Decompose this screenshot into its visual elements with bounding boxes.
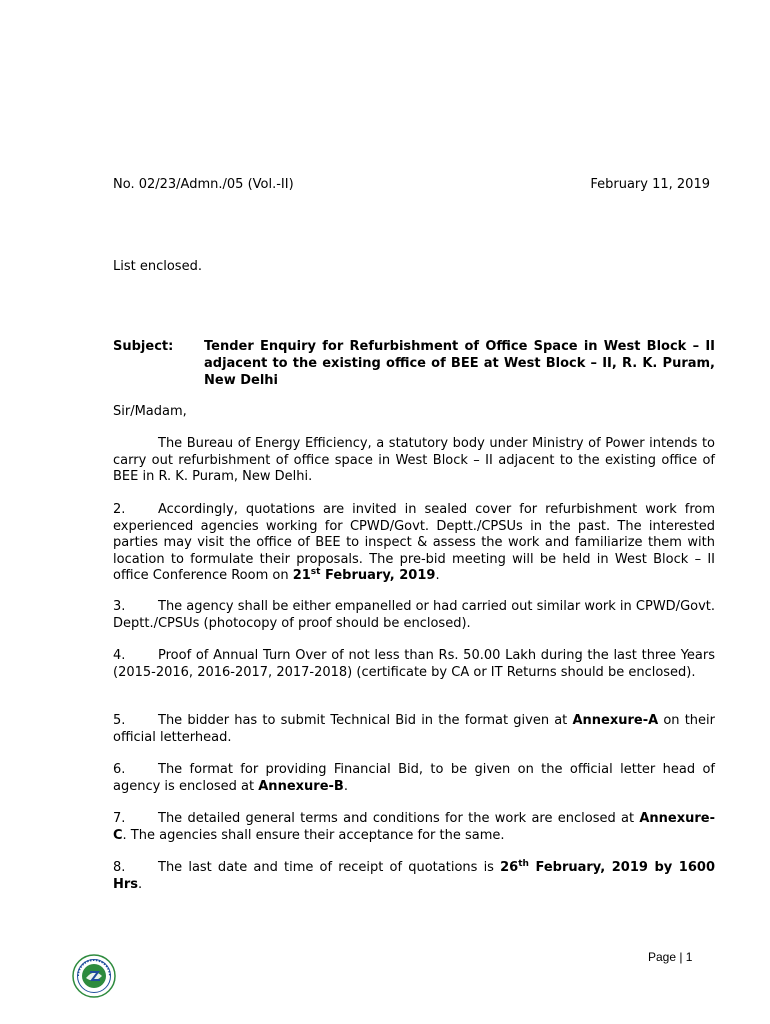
paragraph-4 <box>113 648 715 681</box>
annexure-a-reference: Annexure-A <box>572 713 659 728</box>
paragraph-1 <box>113 436 715 486</box>
pre-bid-date: 21st February, 2019 <box>292 567 436 583</box>
paragraph-3-text: The agency shall be either empanelled or had carried out similar work in CPWD/Govt. Deptt./CPSUs (photocopy of proof should be enclosed). <box>113 599 716 631</box>
list-enclosed-note: List enclosed. <box>113 259 202 274</box>
paragraph-5: 5. The bidder has to submit Technical Bid in the format given at Annexure-A on their official letterhead. <box>113 713 715 745</box>
subject-text: Tender Enquiry for Refurbishment of Office Space in West Block – II adjacent to the existing office of BEE at West Block – II, R. K. Puram, New Delhi <box>204 339 715 388</box>
reference-number: No. 02/23/Admn./05 (Vol.-II) <box>113 177 294 192</box>
bee-logo-icon <box>72 954 116 998</box>
paragraph-number: 8. <box>113 860 126 875</box>
paragraph-8: 8. The last date and time of receipt of quotations is 26th February, 2019 by 1600 Hrs. <box>113 859 715 892</box>
paragraph-7-text: The detailed general terms and conditions for the work are enclosed at <box>158 811 640 826</box>
subject-label: Subject: <box>113 339 174 354</box>
paragraph-2: 2. Accordingly, quotations are invited in sealed cover for refurbishment work from experienced agencies working for CPWD/Govt. Deptt./CPSUs in the past. The interested parties may visit the office of BEE to inspect & assess the work and familiarize them with location to formulate their proposals. The pre-bid meeting will be held in West Block – II office Conference Room on 21st February, 2019. <box>113 502 715 583</box>
paragraph-1-text: The Bureau of Energy Efficiency, a statutory body under Ministry of Power intends to carry out refurbishment of office space in West Block – II adjacent to the existing office of BEE in R. K. Puram, New Delhi. <box>113 436 715 484</box>
paragraph-number: 3. <box>113 599 126 614</box>
paragraph-8-text: The last date and time of receipt of quotations is <box>158 860 501 875</box>
paragraph-number: 4. <box>113 648 126 663</box>
annexure-c-reference: Annexure-C <box>113 811 715 843</box>
paragraph-6: 6. The format for providing Financial Bid, to be given on the official letter head of agency is enclosed at Annexure-B. <box>113 762 715 794</box>
paragraph-5-text: The bidder has to submit Technical Bid in the format given at <box>158 713 573 728</box>
paragraph-4-text: Proof of Annual Turn Over of not less than Rs. 50.00 Lakh during the last three Years (2015-2016, 2016-2017, 2017-2018) (certificate by CA or IT Returns should be enclosed). <box>113 648 715 680</box>
page-number: Page | 1 <box>648 950 693 964</box>
last-date-deadline: 26th February, 2019 by 1600 Hrs <box>113 859 715 892</box>
paragraph-7: 7. The detailed general terms and conditions for the work are enclosed at Annexure-C. The agencies shall ensure their acceptance for the same. <box>113 811 715 843</box>
salutation: Sir/Madam, <box>113 404 187 419</box>
paragraph-number: 6. <box>113 762 126 777</box>
paragraph-3 <box>113 599 715 632</box>
paragraph-6-text: The format for providing Financial Bid, to be given on the official letter head of agency is enclosed at <box>113 762 715 794</box>
paragraph-number: 2. <box>113 502 126 517</box>
letter-date: February 11, 2019 <box>590 177 710 192</box>
paragraph-number: 7. <box>113 811 126 826</box>
paragraph-2-text: Accordingly, quotations are invited in sealed cover for refurbishment work from experienced agencies working for CPWD/Govt. Deptt./CPSUs in the past. The interested parties may visit the office of BEE to inspect & assess the work and familiarize them with location to formulate their proposals. The pre-bid meeting will be held in West Block – II office Conference Room on <box>113 502 715 583</box>
annexure-b-reference: Annexure-B <box>258 778 344 794</box>
paragraph-number: 5. <box>113 713 126 728</box>
